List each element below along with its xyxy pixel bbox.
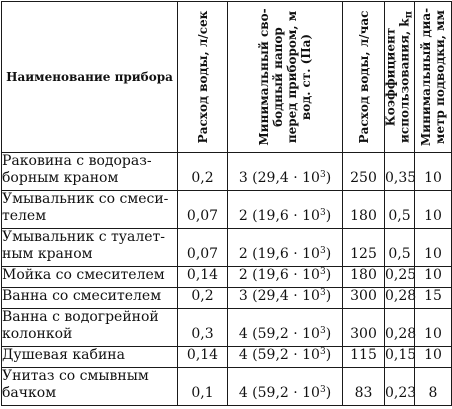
pressure-tail: )	[325, 326, 332, 342]
table-row	[2, 153, 452, 191]
header-min-diameter	[415, 2, 452, 153]
table-row	[2, 309, 452, 347]
flow-per-hour: 300	[343, 288, 385, 309]
fixture-name: Ванна со смесителем	[2, 288, 178, 309]
header-usage-coefficient	[382, 2, 415, 153]
usage-coefficient: 0,5	[385, 191, 415, 229]
pressure-tail: )	[325, 208, 332, 224]
header-flow-per-second	[178, 2, 228, 153]
header-flow-per-second-label: Расход воды, л/сек	[195, 10, 210, 144]
pressure-exponent: 3	[319, 267, 326, 277]
pressure-main: 3 (29,4 · 10	[238, 288, 320, 304]
min-diameter: 10	[415, 267, 452, 288]
min-pressure	[228, 153, 343, 191]
fixture-name: Раковина с водораз-борным краном	[2, 153, 178, 191]
pressure-exponent: 3	[319, 288, 326, 298]
coef-subscript: п	[403, 11, 415, 19]
fixture-name: Унитаз со смывным бачком	[2, 368, 178, 406]
flow-per-second: 0,2	[178, 153, 228, 191]
flow-per-second: 0,3	[178, 309, 228, 347]
min-pressure	[228, 191, 343, 229]
usage-coefficient: 0,25	[385, 267, 415, 288]
header-flow-per-hour-label: Расход воды, л/час	[356, 10, 371, 144]
min-pressure	[228, 229, 343, 267]
table-row	[2, 229, 452, 267]
usage-coefficient: 0,28	[385, 288, 415, 309]
pressure-tail: )	[325, 385, 332, 401]
header-flow-per-hour	[343, 2, 385, 153]
header-usage-coefficient-label	[383, 5, 416, 149]
flow-per-second: 0,14	[178, 267, 228, 288]
pressure-tail: )	[325, 267, 332, 283]
header-min-pressure-label: Минимальный сво-бодный напор перед прибором, м вод. ст. (Па)	[257, 8, 313, 146]
header-fixture-name: Наименование прибора	[2, 2, 178, 153]
min-pressure	[228, 368, 343, 406]
flow-per-hour: 300	[343, 309, 385, 347]
flow-per-second: 0,07	[178, 191, 228, 229]
fixture-name: Мойка со смесителем	[2, 267, 178, 288]
flow-per-hour: 180	[343, 191, 385, 229]
flow-per-second: 0,07	[178, 229, 228, 267]
table-row	[2, 267, 452, 288]
fixture-name: Ванна с водогрейной колонкой	[2, 309, 178, 347]
min-diameter: 10	[415, 153, 452, 191]
pressure-tail: )	[325, 170, 332, 186]
header-min-pressure	[228, 2, 343, 153]
flow-per-hour: 250	[343, 153, 385, 191]
pressure-exponent: 3	[319, 326, 326, 336]
pressure-tail: )	[325, 288, 332, 304]
table-row	[2, 347, 452, 368]
fixtures-table	[1, 1, 452, 406]
table-header-row	[2, 2, 452, 153]
min-diameter: 10	[415, 191, 452, 229]
pressure-exponent: 3	[319, 208, 326, 218]
min-pressure	[228, 288, 343, 309]
usage-coefficient: 0,28	[385, 309, 415, 347]
table-row	[2, 191, 452, 229]
usage-coefficient: 0,5	[385, 229, 415, 267]
min-diameter: 8	[415, 368, 452, 406]
coef-text: Коэффициент использования, k	[382, 18, 411, 143]
fixture-name: Душевая кабина	[2, 347, 178, 368]
pressure-main: 2 (19,6 · 10	[238, 267, 320, 283]
flow-per-second: 0,14	[178, 347, 228, 368]
pressure-tail: )	[325, 347, 332, 363]
table-row	[2, 288, 452, 309]
min-diameter: 10	[415, 309, 452, 347]
flow-per-second: 0,1	[178, 368, 228, 406]
usage-coefficient: 0,35	[385, 153, 415, 191]
pressure-exponent: 3	[319, 347, 326, 357]
fixture-name: Умывальник со смеси-телем	[2, 191, 178, 229]
min-diameter: 10	[415, 347, 452, 368]
pressure-exponent: 3	[319, 385, 326, 395]
usage-coefficient: 0,23	[385, 368, 415, 406]
pressure-exponent: 3	[319, 246, 326, 256]
pressure-main: 4 (59,2 · 10	[238, 385, 320, 401]
flow-per-hour: 83	[343, 368, 385, 406]
header-min-diameter-label: Минимальный диа-метр подводки, мм	[419, 7, 447, 147]
table-row	[2, 368, 452, 406]
pressure-tail: )	[325, 246, 332, 262]
pressure-main: 2 (19,6 · 10	[238, 246, 320, 262]
pressure-main: 2 (19,6 · 10	[238, 208, 320, 224]
usage-coefficient: 0,15	[385, 347, 415, 368]
min-diameter: 10	[415, 229, 452, 267]
fixture-name: Умывальник с туалет-ным краном	[2, 229, 178, 267]
min-pressure	[228, 309, 343, 347]
min-pressure	[228, 347, 343, 368]
flow-per-hour: 115	[343, 347, 385, 368]
pressure-main: 4 (59,2 · 10	[238, 347, 320, 363]
min-diameter: 15	[415, 288, 452, 309]
pressure-main: 4 (59,2 · 10	[238, 326, 320, 342]
flow-per-hour: 180	[343, 267, 385, 288]
flow-per-second: 0,2	[178, 288, 228, 309]
min-pressure	[228, 267, 343, 288]
pressure-main: 3 (29,4 · 10	[238, 170, 320, 186]
flow-per-hour: 125	[343, 229, 385, 267]
pressure-exponent: 3	[319, 170, 326, 180]
